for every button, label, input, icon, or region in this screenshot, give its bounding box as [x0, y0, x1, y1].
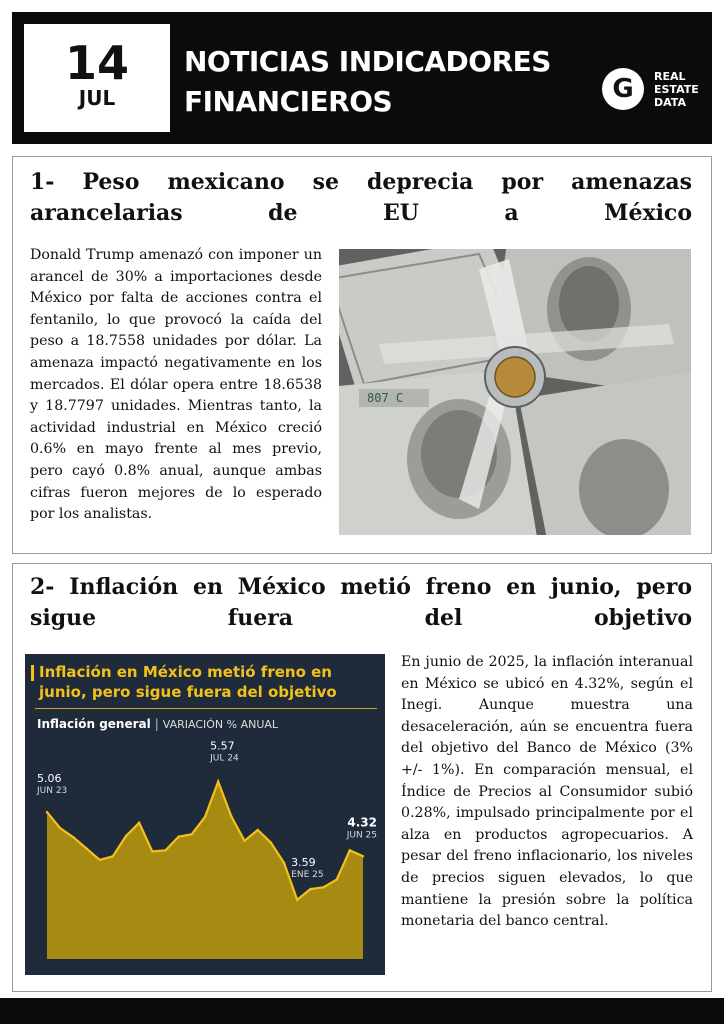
data-point — [138, 822, 140, 824]
data-label-date: ENE 25 — [291, 869, 324, 880]
chart-plot-area — [25, 654, 385, 975]
chart-subtitle-series: Inflación general — [37, 717, 151, 731]
money-photo — [339, 249, 691, 535]
data-point — [283, 862, 285, 864]
data-point — [322, 886, 324, 888]
data-label-date: JUL 24 — [210, 753, 239, 764]
data-label-date: JUN 23 — [37, 786, 68, 797]
brand-logo-line3: DATA — [654, 96, 686, 109]
article-1-body: Donald Trump amenazó con imponer un arancel de 30% a importaciones desde México por falta de acciones contra el fentanilo, lo que provocó la caída del peso a 18.7558 unidades por dólar. La amenaza impactó negativamente en los mercados. El dólar opera entre 18.6538 y 18.7797 unidades. Mientras tanto, la actividad industrial en México creció 0.6% en mayo frente al mes previo, pero cayó 0.8% anual, aunque ambas cifras fueron mejores de lo esperado por los analistas. — [30, 247, 322, 523]
data-point — [296, 899, 298, 901]
data-point — [98, 859, 100, 861]
data-point — [243, 840, 245, 842]
data-point — [217, 780, 219, 782]
data-point — [349, 849, 351, 851]
chart-subtitle-unit: VARIACIÓN % ANUAL — [162, 718, 279, 731]
data-label-value: 5.57 — [210, 739, 235, 753]
article-1-title: 1- Peso mexicano se deprecia por amenazas arancelarias de EU a México — [30, 169, 692, 226]
data-point — [59, 827, 61, 829]
footer-bar — [0, 998, 724, 1024]
data-point — [309, 888, 311, 890]
date-box — [24, 24, 170, 132]
page-title-line1: NOTICIAS INDICADORES — [184, 45, 551, 78]
data-point — [151, 850, 153, 852]
article-2-body: En junio de 2025, la inflación interanual en México se ubicó en 4.32%, según el Inegi. Aunque muestra una desaceleración, aún se encuentra fuera del objetivo del Banco de México (3% +/- 1%). En comparación mensual, el Índice de Precios al Consumidor subió 0.28%, impulsado principalmente por el alza en productos agropecuarios. A pesar del freno inflacionario, los niveles de precios siguen elevados, lo que mantiene la presión sobre la política monetaria del banco central. — [401, 654, 693, 930]
chart-subtitle-separator: | — [154, 717, 159, 731]
data-label-value: 3.59 — [291, 855, 316, 869]
data-point — [112, 855, 114, 857]
brand-logo-icon: G — [602, 68, 644, 110]
brand-logo-text — [654, 70, 714, 109]
data-point — [256, 829, 258, 831]
data-point — [164, 849, 166, 851]
header-banner — [12, 12, 712, 144]
chart-title: Inflación en México metió freno en junio, pero sigue fuera del objetivo — [39, 663, 337, 701]
data-label-value: 5.06 — [37, 772, 62, 786]
article-2-title: 2- Inflación en México metió freno en junio, pero sigue fuera del objetivo — [30, 574, 692, 631]
money-photo-illustration — [339, 249, 691, 535]
date-month: JUL — [78, 86, 116, 110]
data-point — [230, 815, 232, 817]
data-point — [362, 855, 364, 857]
page-title-line2: FINANCIEROS — [184, 85, 393, 118]
data-label-date: JUN 25 — [346, 830, 377, 841]
article-card-2 — [12, 563, 712, 992]
data-point — [177, 835, 179, 837]
date-day: 14 — [64, 36, 129, 90]
data-point — [46, 811, 48, 813]
page-title — [184, 42, 604, 122]
data-point — [125, 835, 127, 837]
peso-coin-icon — [485, 347, 545, 407]
data-label-value: 4.32 — [347, 815, 377, 830]
brand-logo-line2: ESTATE — [654, 83, 699, 96]
inflation-chart — [25, 654, 385, 975]
data-point — [335, 878, 337, 880]
data-point — [191, 833, 193, 835]
brand-logo-line1: REAL — [654, 70, 686, 83]
data-point — [204, 816, 206, 818]
article-card-1 — [12, 156, 712, 554]
data-point — [72, 836, 74, 838]
data-point — [270, 841, 272, 843]
bill-serial-text: 807 C — [367, 391, 404, 405]
data-point — [85, 847, 87, 849]
